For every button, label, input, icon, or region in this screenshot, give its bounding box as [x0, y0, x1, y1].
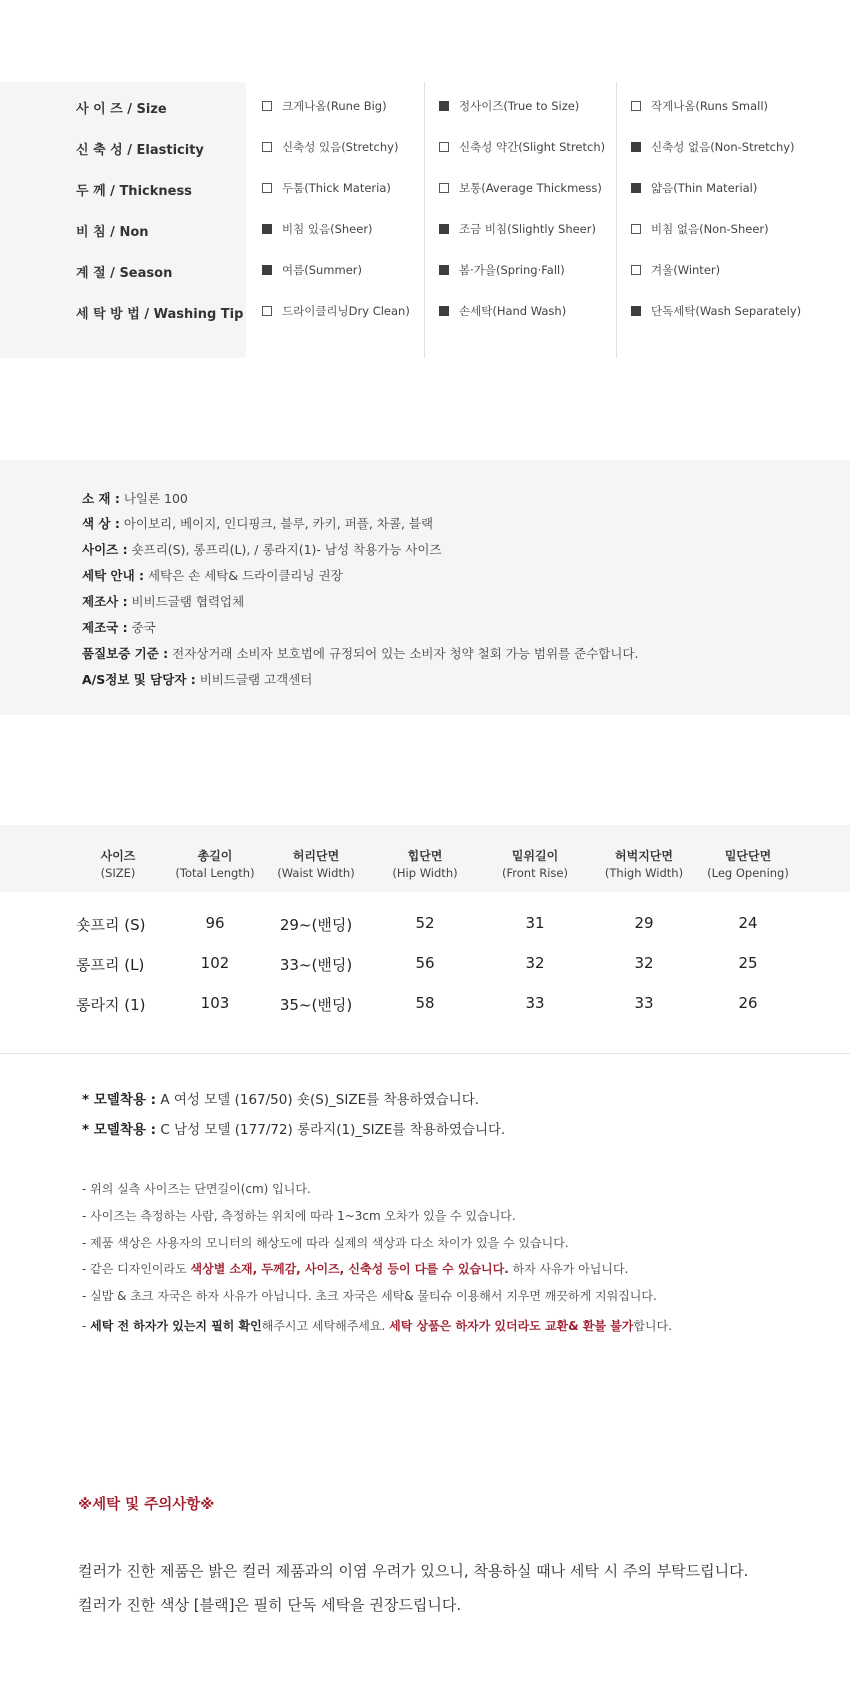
info-key: A/S정보 및 담당자 :	[82, 672, 196, 687]
info-key: 제조사 :	[82, 594, 128, 609]
note-text: 합니다.	[633, 1319, 672, 1333]
header-korean: 허리단면	[292, 849, 340, 863]
empty-box-icon	[439, 142, 449, 152]
info-value: 중국	[127, 620, 156, 635]
asterisk-marker: *	[82, 1122, 94, 1138]
size-table-header-cell	[589, 848, 699, 882]
model-value: C 남성 모델 (177/72) 롱라지(1)_SIZE를 착용하였습니다.	[156, 1122, 506, 1138]
empty-box-icon	[631, 101, 641, 111]
info-line	[82, 540, 442, 558]
note-line: - 실밥 & 초크 자국은 하자 사유가 아닙니다. 초크 자국은 세탁& 물티슈 이용해서 지우면 깨끗하게 지워집니다.	[82, 1289, 657, 1303]
size-table-header-cell	[480, 848, 590, 882]
attribute-row	[0, 250, 850, 291]
header-english: (SIZE)	[100, 866, 136, 880]
info-line	[82, 618, 156, 636]
size-table-cell: 33	[525, 994, 545, 1012]
size-table-cell: 33~(밴딩)	[279, 956, 353, 974]
attribute-option-label: 크게나옴(Rune Big)	[282, 99, 387, 113]
checked-box-icon	[439, 265, 449, 275]
attribute-option-label: 손세탁(Hand Wash)	[459, 304, 567, 318]
note-line	[82, 1260, 628, 1277]
attribute-option	[262, 221, 373, 237]
checked-box-icon	[262, 265, 272, 275]
size-table-cell: 103	[200, 994, 230, 1012]
attribute-option	[631, 303, 801, 319]
attribute-option-label: 조금 비침(Slightly Sheer)	[459, 222, 596, 236]
size-row-label: 숏프리 (S)	[76, 916, 146, 934]
model-key: 모델착용 :	[93, 1122, 157, 1138]
checked-box-icon	[631, 142, 641, 152]
info-key: 색 상 :	[82, 516, 120, 531]
info-line	[82, 566, 343, 584]
size-table-cell: 32	[634, 954, 654, 972]
attribute-option	[439, 180, 602, 196]
size-table-header-cell	[160, 848, 270, 882]
attribute-option	[262, 180, 391, 196]
attribute-option	[439, 139, 605, 155]
attribute-label: 사 이 즈 / Size	[76, 102, 167, 117]
note-line: - 위의 실측 사이즈는 단면길이(cm) 입니다.	[82, 1182, 311, 1196]
note-text: 하자 사유가 아닙니다.	[508, 1262, 629, 1276]
size-table-header-cell	[693, 848, 803, 882]
attribute-option-label: 신축성 있음(Stretchy)	[282, 140, 399, 154]
empty-box-icon	[262, 142, 272, 152]
info-value: 세탁은 손 세탁& 드라이클리닝 권장	[144, 568, 343, 583]
checked-box-icon	[631, 183, 641, 193]
attribute-option	[439, 98, 579, 114]
empty-box-icon	[631, 265, 641, 275]
attribute-row	[0, 168, 850, 209]
attribute-option	[262, 262, 362, 278]
attribute-table	[0, 82, 850, 358]
attribute-option-label: 단독세탁(Wash Separately)	[651, 304, 802, 318]
header-english: (Waist Width)	[277, 866, 355, 880]
attribute-option	[262, 303, 410, 319]
attribute-option-label: 겨울(Winter)	[651, 263, 721, 277]
note-emphasis: 세탁 상품은 하자가 있더라도 교환& 환불 불가	[389, 1319, 634, 1333]
attribute-option-label: 정사이즈(True to Size)	[459, 99, 580, 113]
attribute-option	[631, 98, 768, 114]
care-title: ※세탁 및 주의사항※	[78, 1497, 215, 1513]
header-english: (Leg Opening)	[707, 866, 789, 880]
attribute-option	[631, 180, 757, 196]
size-table-cell: 29	[634, 914, 654, 932]
size-row-label: 롱라지 (1)	[76, 996, 146, 1014]
attribute-option-label: 여름(Summer)	[282, 263, 362, 277]
empty-box-icon	[631, 224, 641, 234]
size-table-header-cell	[370, 848, 480, 882]
divider	[0, 1053, 850, 1054]
attribute-option	[439, 221, 596, 237]
note-text: - 같은 디자인이라도	[82, 1262, 191, 1276]
header-english: (Thigh Width)	[604, 866, 684, 880]
size-table-cell: 26	[738, 994, 758, 1012]
attribute-label: 신 축 성 / Elasticity	[76, 143, 204, 158]
size-table-cell: 29~(밴딩)	[279, 916, 353, 934]
attribute-label: 두 께 / Thickness	[76, 184, 192, 199]
size-table-cell: 32	[525, 954, 545, 972]
header-korean: 총길이	[197, 849, 233, 863]
empty-box-icon	[439, 183, 449, 193]
note-emphasis: 색상별 소재, 두께감, 사이즈, 신축성 등이 다를 수 있습니다.	[190, 1262, 509, 1276]
checked-box-icon	[439, 224, 449, 234]
info-value: 나일론 100	[119, 491, 188, 506]
info-key: 사이즈 :	[82, 542, 128, 557]
attribute-option	[262, 98, 387, 114]
info-value: 전자상거래 소비자 보호법에 규정되어 있는 소비자 청약 철회 가능 범위를 준수합니다.	[168, 646, 639, 661]
note-line: - 사이즈는 측정하는 사람, 측정하는 위치에 따라 1~3cm 오차가 있을 수 있습니다.	[82, 1209, 516, 1223]
attribute-option-label: 비침 있음(Sheer)	[282, 222, 373, 236]
attribute-option-label: 신축성 없음(Non-Stretchy)	[651, 140, 795, 154]
info-line	[82, 514, 433, 532]
attribute-option-label: 신축성 약간(Slight Stretch)	[459, 140, 606, 154]
size-table-cell: 35~(밴딩)	[279, 996, 353, 1014]
size-row-label: 롱프리 (L)	[76, 956, 145, 974]
info-line	[82, 592, 244, 610]
size-table-cell: 58	[415, 994, 435, 1012]
attribute-option-label: 드라이클리닝Dry Clean)	[282, 304, 410, 318]
header-korean: 사이즈	[100, 849, 136, 863]
info-key: 제조국 :	[82, 620, 128, 635]
info-line	[82, 489, 188, 507]
attribute-option-label: 봄·가을(Spring·Fall)	[459, 263, 565, 277]
attribute-option	[439, 262, 565, 278]
checked-box-icon	[439, 101, 449, 111]
header-korean: 밑단단면	[724, 849, 772, 863]
attribute-option-label: 얇음(Thin Material)	[651, 181, 758, 195]
attribute-option-label: 비침 없음(Non-Sheer)	[651, 222, 769, 236]
asterisk-marker: *	[82, 1092, 94, 1108]
attribute-option-label: 두툼(Thick Materia)	[282, 181, 391, 195]
info-key: 세탁 안내 :	[82, 568, 145, 583]
attribute-row	[0, 86, 850, 127]
note-text: -	[82, 1319, 91, 1333]
attribute-row	[0, 127, 850, 168]
care-line: 컬러가 진한 색상 [블랙]은 필히 단독 세탁을 권장드립니다.	[78, 1596, 462, 1614]
attribute-label: 비 침 / Non	[76, 225, 149, 240]
size-table-cell: 31	[525, 914, 545, 932]
care-line: 컬러가 진한 제품은 밝은 컬러 제품과의 이염 우려가 있으니, 착용하실 때나 세탁 시 주의 부탁드립니다.	[78, 1562, 749, 1580]
attribute-option	[631, 139, 795, 155]
attribute-option	[631, 262, 720, 278]
attribute-row	[0, 209, 850, 250]
size-table-cell: 24	[738, 914, 758, 932]
note-line: - 제품 색상은 사용자의 모니터의 해상도에 따라 실제의 색상과 다소 차이가 있을 수 있습니다.	[82, 1236, 569, 1250]
attribute-option-label: 작게나옴(Runs Small)	[651, 99, 769, 113]
attribute-option-label: 보통(Average Thickmess)	[459, 181, 602, 195]
size-table-cell: 25	[738, 954, 758, 972]
checked-box-icon	[631, 306, 641, 316]
attribute-option	[262, 139, 398, 155]
attribute-label: 계 절 / Season	[76, 266, 173, 281]
checked-box-icon	[439, 306, 449, 316]
size-table-cell: 33	[634, 994, 654, 1012]
header-english: (Hip Width)	[392, 866, 458, 880]
empty-box-icon	[262, 183, 272, 193]
size-table-cell: 52	[415, 914, 435, 932]
checked-box-icon	[262, 224, 272, 234]
note-bold: 세탁 전 하자가 있는지 필히 확인	[90, 1319, 262, 1333]
note-text: 해주시고 세탁해주세요.	[261, 1319, 390, 1333]
info-value: 숏프리(S), 롱프리(L), / 롱라지(1)- 남성 착용가능 사이즈	[127, 542, 442, 557]
size-table-header-cell	[261, 848, 371, 882]
size-table-header-cell	[63, 848, 173, 882]
info-value: 비비드글램 고객센터	[195, 672, 313, 687]
info-value: 아이보리, 베이지, 인디핑크, 블루, 카키, 퍼플, 차콜, 블랙	[119, 516, 434, 531]
model-key: 모델착용 :	[93, 1092, 157, 1108]
header-english: (Front Rise)	[502, 866, 568, 880]
attribute-row	[0, 291, 850, 332]
header-english: (Total Length)	[175, 866, 255, 880]
attribute-option	[439, 303, 566, 319]
empty-box-icon	[262, 306, 272, 316]
info-key: 품질보증 기준 :	[82, 646, 169, 661]
empty-box-icon	[262, 101, 272, 111]
info-value: 비비드글램 협력업체	[127, 594, 245, 609]
info-line	[82, 670, 312, 688]
info-line	[82, 644, 638, 662]
size-table-cell: 102	[200, 954, 230, 972]
model-value: A 여성 모델 (167/50) 숏(S)_SIZE를 착용하였습니다.	[156, 1092, 480, 1108]
model-info-line	[82, 1118, 505, 1138]
size-table-cell: 56	[415, 954, 435, 972]
model-info-line	[82, 1088, 479, 1108]
header-korean: 밑위길이	[511, 849, 559, 863]
note-line	[82, 1317, 672, 1334]
attribute-option	[631, 221, 769, 237]
attribute-label: 세 탁 방 법 / Washing Tip	[76, 307, 244, 322]
header-korean: 허벅지단면	[615, 849, 673, 863]
size-table-cell: 96	[205, 914, 225, 932]
header-korean: 힙단면	[407, 849, 443, 863]
info-key: 소 재 :	[82, 491, 120, 506]
